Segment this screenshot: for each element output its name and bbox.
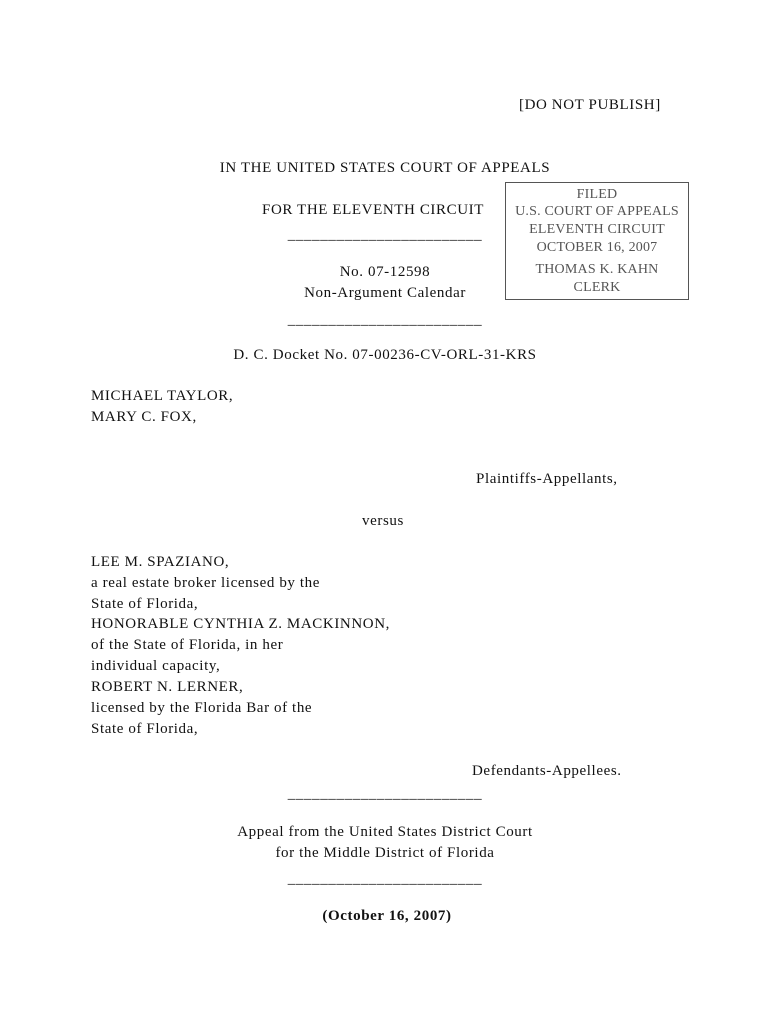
- plaintiffs-role: Plaintiffs-Appellants,: [476, 471, 618, 487]
- separator-1: ________________________: [287, 227, 483, 243]
- filed-stamp: [505, 182, 689, 300]
- defendant-line: LEE M. SPAZIANO,: [91, 554, 230, 570]
- stamp-clerk-title: CLERK: [573, 280, 621, 295]
- plaintiff-line: MARY C. FOX,: [91, 409, 197, 425]
- stamp-filed: FILED: [576, 187, 618, 202]
- docket-number: D. C. Docket No. 07-00236-CV-ORL-31-KRS: [233, 347, 537, 363]
- defendants-role: Defendants-Appellees.: [472, 763, 622, 779]
- court-circuit: FOR THE ELEVENTH CIRCUIT: [262, 202, 485, 218]
- stamp-circuit: ELEVENTH CIRCUIT: [529, 222, 665, 237]
- defendant-line: State of Florida,: [91, 596, 199, 612]
- appeal-line-1: Appeal from the United States District Court: [237, 824, 533, 840]
- plaintiff-line: MICHAEL TAYLOR,: [91, 388, 234, 404]
- court-name: IN THE UNITED STATES COURT OF APPEALS: [219, 160, 551, 176]
- separator-2: ________________________: [287, 312, 483, 328]
- defendant-line: licensed by the Florida Bar of the: [91, 700, 313, 716]
- stamp-date: OCTOBER 16, 2007: [536, 240, 658, 255]
- case-number: No. 07-12598: [339, 264, 431, 280]
- defendant-line: State of Florida,: [91, 721, 199, 737]
- appeal-line-2: for the Middle District of Florida: [275, 845, 495, 861]
- separator-3: ________________________: [287, 786, 483, 802]
- separator-4: ________________________: [287, 871, 483, 887]
- versus: versus: [362, 513, 404, 529]
- defendant-line: a real estate broker licensed by the: [91, 575, 320, 591]
- defendant-line: ROBERT N. LERNER,: [91, 679, 244, 695]
- stamp-clerk-name: THOMAS K. KAHN: [535, 262, 659, 277]
- defendant-line: individual capacity,: [91, 658, 221, 674]
- stamp-court: U.S. COURT OF APPEALS: [515, 204, 679, 219]
- defendant-line: HONORABLE CYNTHIA Z. MACKINNON,: [91, 616, 391, 632]
- opinion-date: (October 16, 2007): [322, 908, 452, 924]
- defendant-line: of the State of Florida, in her: [91, 637, 284, 653]
- case-calendar: Non-Argument Calendar: [304, 285, 466, 301]
- publish-notice: [DO NOT PUBLISH]: [519, 97, 661, 113]
